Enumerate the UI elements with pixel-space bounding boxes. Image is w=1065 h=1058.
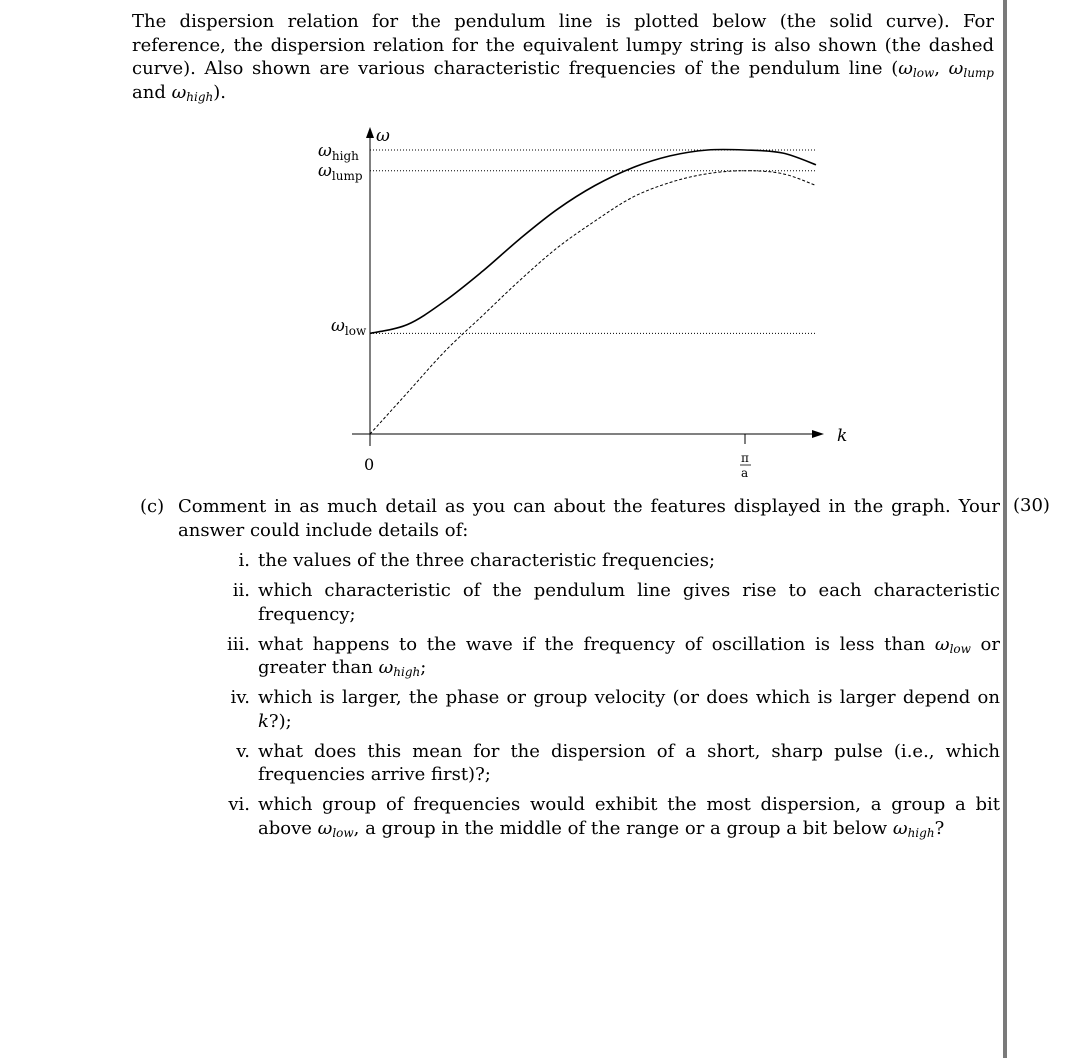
marks-label: (30) [1013, 495, 1050, 516]
y-axis-arrow [366, 127, 374, 138]
dispersion-graph [0, 0, 1065, 500]
x-axis-arrow [812, 430, 824, 438]
omega-high-symbol: $\omega_{high}$ [171, 81, 214, 104]
lumpy-string-curve [370, 171, 816, 434]
label-omega-high: $\omega_{high}$ [318, 141, 359, 163]
question-c [140, 495, 1000, 847]
list-item: i. the values of the three characteristic frequencies; [238, 550, 716, 571]
question-tag: (c) [140, 496, 165, 517]
question-items [178, 549, 1000, 840]
label-omega-lump: $\omega_{lump}$ [318, 161, 363, 183]
x-axis-label: k [837, 426, 848, 446]
pendulum-line-curve [370, 149, 816, 333]
label-omega-low: $\omega_{low}$ [331, 316, 367, 338]
tick-label-pi: π [741, 451, 749, 465]
question-text: Comment in as much detail as you can about the features displayed in the graph. Your answer could include details of: i. the values of the three characteristic frequencies; ii. which characteristic of the pendulum line gives rise to each characteristic frequency; iii. what happens to the wave if the frequency of oscillation is less than $\omega_{low}$ or greater than $\omega_{high}$; iv. which is larger, the phase or group velocity (or does which is larger depend on k?); v. what does this mean for the dispersion of a short, sharp pulse (i.e., which frequencies arrive first)?; vi. which group of frequencies would exhibit the most dispersion, a group a bit above $\omega_{low}$, a group in the middle of the range or a group a bit below $\omega_{high}$? [178, 496, 1000, 840]
list-item: ii. which characteristic of the pendulum line gives rise to each characteristic frequency; [232, 580, 1000, 625]
intro-paragraph: The dispersion relation for the pendulum line is plotted below (the solid curve). For reference, the dispersion relation for the equivalent lumpy string is also shown (the dashed curve). Also shown are various characteristic frequencies of the pendulum line ($\omega_{low}$, $\omega_{lump}$ and $\omega_{high}$). [132, 11, 994, 104]
omega-low-symbol: $\omega_{low}$ [898, 58, 935, 80]
list-item: v. what does this mean for the dispersion of a short, sharp pulse (i.e., which frequencies arrive first)?; [236, 740, 1000, 785]
list-item: iii. what happens to the wave if the frequency of oscillation is less than $\omega_{low}$ or greater than $\omega_{high}$; [227, 633, 1000, 679]
omega-lump-symbol: $\omega_{lump}$ [948, 58, 994, 80]
tick-label-a: a [741, 466, 749, 480]
origin-label: 0 [364, 455, 375, 474]
list-item: vi. which group of frequencies would exhibit the most dispersion, a group a bit above $\omega_{low}$, a group in the middle of the range or a group a bit below $\omega_{high}$? [228, 794, 1000, 840]
list-item: iv. which is larger, the phase or group velocity (or does which is larger depend on k?); [230, 687, 1000, 732]
y-axis-label: ω [376, 126, 390, 146]
